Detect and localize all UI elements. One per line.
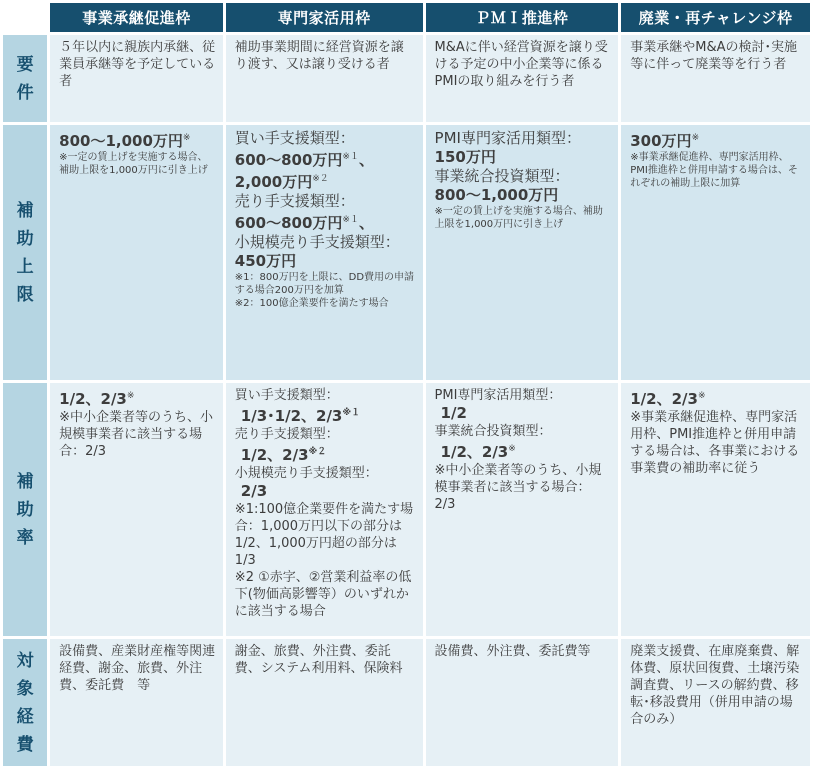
expenses-cell-3: [426, 639, 619, 766]
small-sell-support-label: 小規模売り手支援類型：: [234, 233, 400, 251]
limit-cell-1: [50, 125, 223, 380]
header-row: [3, 3, 810, 32]
expenses-row: [3, 639, 810, 766]
integration-investment-rate: 1/2、2/3※: [440, 443, 516, 461]
expenses-text: 設備費、産業財産権等関連経費、謝金、旅費、外注費、委託費 等: [59, 644, 216, 693]
requirements-cell-1: [50, 35, 223, 122]
limit-note: ※一定の賃上げを実施する場合、補助上限を1,000万円に引き上げ: [434, 206, 603, 230]
buy-support-label: 買い手支援類型：: [234, 129, 355, 147]
rate-note-2: ※2 ①赤字、②営業利益率の低下(物価高影響等）のいずれかに該当する場合: [234, 570, 412, 619]
requirements-text: 補助事業期間に経営資源を譲り渡す、又は譲り受ける者: [234, 40, 404, 72]
buy-support-label: 買い手支援類型：: [234, 388, 339, 403]
integration-investment-label: 事業統合投資類型：: [434, 167, 570, 185]
limit-note: ※一定の賃上げを実施する場合、補助上限を1,000万円に引き上げ: [59, 152, 208, 176]
header-expert-use: 専門家活用枠: [226, 3, 423, 32]
row-label-text: 対象経費: [16, 650, 34, 755]
limit-cell-4: [621, 125, 810, 380]
requirements-text: 事業承継やM&Aの検討･実施等に伴って廃業等を行う者: [630, 40, 797, 72]
row-label-requirements: [3, 35, 47, 122]
header-pmi: ＰＭＩ推進枠: [426, 3, 619, 32]
pmi-expert-label: PMI専門家活用類型：: [434, 129, 581, 147]
limit-note-1: ※1：800万円を上限に、DD費用の申請する場合200万円を加算: [234, 272, 415, 296]
limit-cell-2: [226, 125, 423, 380]
rate-cell-3: [426, 383, 619, 636]
limit-cell-3: [426, 125, 619, 380]
rate-note: ※中小企業者等のうち、小規模事業者に該当する場合：2/3: [59, 410, 214, 459]
pmi-expert-amount: 150万円: [434, 148, 496, 166]
expenses-cell-1: [50, 639, 223, 766]
row-label-expenses: [3, 639, 47, 766]
small-sell-support-label: 小規模売り手支援類型：: [234, 466, 378, 481]
buy-support-rate: 1/3･1/2、2/3$^{※1}$: [240, 407, 361, 425]
rate-value: 1/2、2/3※: [59, 390, 135, 408]
expenses-cell-4: [621, 639, 810, 766]
limit-amount: 800～1,000万円※: [59, 132, 191, 150]
rate-note-1: ※1:100億企業要件を満たす場合：1,000万円以下の部分は1/2、1,000万円超の部分は1/3: [234, 502, 414, 568]
pmi-expert-label: PMI専門家活用類型：: [434, 388, 562, 403]
row-label-limit: [3, 125, 47, 380]
rate-row: [3, 383, 810, 636]
row-label-text: 補助率: [16, 471, 34, 548]
expenses-cell-2: [226, 639, 423, 766]
requirements-text: ５年以内に親族内承継、従業員承継等を予定している者: [59, 40, 216, 89]
limit-row: [3, 125, 810, 380]
sell-support-label: 売り手支援類型：: [234, 427, 339, 442]
row-label-rate: [3, 383, 47, 636]
corner-cell: [3, 3, 47, 32]
small-sell-support-amount: 450万円: [234, 252, 297, 270]
rate-note: ※中小企業者等のうち、小規模事業者に該当する場合：2/3: [434, 463, 602, 512]
requirements-text: M&Aに伴い経営資源を譲り受ける予定の中小企業等に係るPMIの取り組みを行う者: [434, 40, 608, 89]
expenses-text: 設備費、外注費、委託費等: [434, 644, 591, 659]
rate-cell-2: [226, 383, 423, 636]
requirements-cell-2: [226, 35, 423, 122]
buy-support-amount-2: 2,000万円$^{※2}$: [234, 173, 329, 191]
requirements-cell-3: [426, 35, 619, 122]
limit-amount: 300万円※: [630, 132, 700, 150]
small-sell-support-rate: 2/3: [240, 482, 268, 500]
row-label-text: 要件: [16, 54, 34, 103]
header-business-succession: 事業承継促進枠: [50, 3, 223, 32]
sell-support-label: 売り手支援類型：: [234, 192, 355, 210]
requirements-row: [3, 35, 810, 122]
rate-note: ※事業承継促進枠、専門家活用枠、PMI推進枠と併用申請する場合は、各事業における事業費の補助率に従う: [630, 410, 800, 476]
rate-cell-4: [621, 383, 810, 636]
limit-note-2: ※2：100億企業要件を満たす場合: [234, 298, 389, 309]
rate-cell-1: [50, 383, 223, 636]
integration-investment-amount: 800～1,000万円: [434, 186, 559, 204]
rate-value: 1/2、2/3※: [630, 390, 706, 408]
expenses-text: 謝金、旅費、外注費、委託費、システム利用料、保険料: [234, 644, 403, 676]
pmi-expert-rate: 1/2: [440, 404, 467, 422]
sell-support-rate: 1/2、2/3$^{※2}$: [240, 446, 327, 464]
requirements-cell-4: [621, 35, 810, 122]
row-label-text: 補助上限: [16, 200, 34, 305]
limit-note: ※事業承継促進枠、専門家活用枠、PMI推進枠と併用申請する場合は、それぞれの補助上限に加算: [630, 152, 798, 189]
buy-support-amount: 600～800万円$^{※1}$、: [234, 151, 374, 169]
header-closure-rechallenge: 廃業・再チャレンジ枠: [621, 3, 810, 32]
sell-support-amount: 600～800万円$^{※1}$、: [234, 214, 374, 232]
integration-investment-label: 事業統合投資類型：: [434, 424, 552, 439]
expenses-text: 廃業支援費、在庫廃棄費、解体費、原状回復費、土壌汚染調査費、リースの解約費、移転･移設費用（併用申請の場合のみ）: [630, 644, 800, 727]
